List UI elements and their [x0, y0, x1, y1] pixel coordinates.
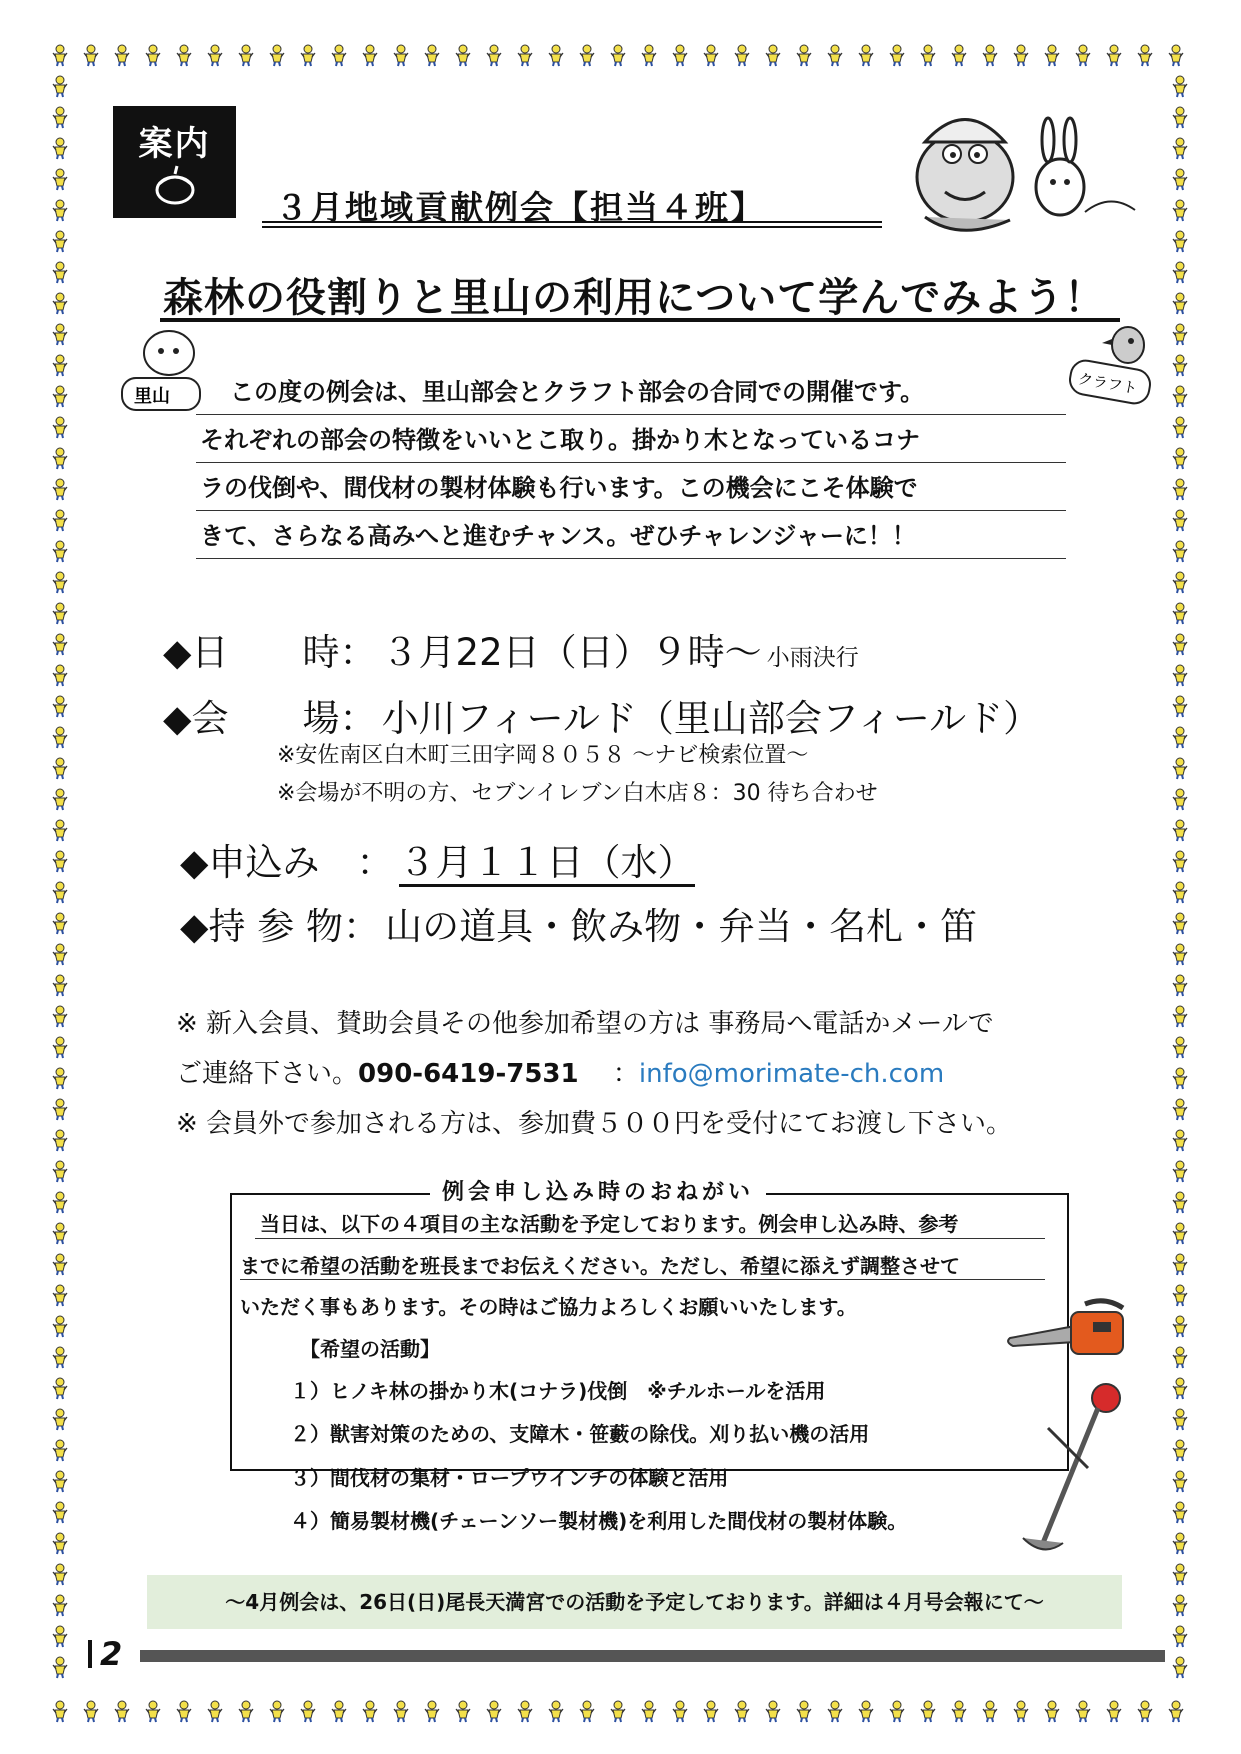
border-figure: [84, 45, 98, 66]
border-figure: [1173, 1347, 1187, 1368]
headline: 森林の役割りと里山の利用について学んでみよう！: [163, 275, 1106, 321]
border-figure: [673, 45, 687, 66]
border-figure: [332, 1701, 346, 1722]
border-figure: [1173, 1161, 1187, 1182]
border-figure: [53, 1316, 67, 1337]
border-figure: [53, 76, 67, 97]
apply-row: [180, 832, 695, 886]
border-figure: [952, 1701, 966, 1722]
border-figure: [53, 1533, 67, 1554]
border-figure: [332, 45, 346, 66]
border-figure: [53, 1564, 67, 1585]
activity-item: ２）獣害対策のための、支障木・笹藪の除伐。刈り払い機の活用: [290, 1422, 870, 1446]
border-figure: [766, 1701, 780, 1722]
border-figure: [1173, 1409, 1187, 1430]
border-figure: [921, 45, 935, 66]
border-figure: [642, 45, 656, 66]
border-figure: [146, 1701, 160, 1722]
venue-row: [163, 688, 1040, 742]
border-figure: [1173, 1657, 1187, 1678]
border-figure: [1173, 1192, 1187, 1213]
border-figure: [1173, 913, 1187, 934]
border-figure: [1173, 262, 1187, 283]
border-figure: [1173, 1006, 1187, 1027]
next-meeting-note: 〜4月例会は、26日(日)尾長天満宮での活動を予定しております。詳細は４月号会報にて〜: [147, 1575, 1122, 1629]
activity-item: １）ヒノキ林の掛かり木(コナラ)伐倒 ※チルホールを活用: [290, 1379, 826, 1403]
border-figure: [53, 758, 67, 779]
border-figure: [1173, 541, 1187, 562]
border-figure: [53, 1657, 67, 1678]
intro-line: この度の例会は、里山部会とクラフト部会の合同での開催です。: [230, 378, 925, 406]
border-figure: [859, 1701, 873, 1722]
border-figure: [580, 1701, 594, 1722]
border-figure: [1173, 1037, 1187, 1058]
border-figure: [53, 603, 67, 624]
contact-line-1: ※ 新入会員、賛助会員その他参加希望の方は 事務局へ電話かメールで: [176, 1009, 994, 1039]
border-figure: [53, 386, 67, 407]
border-figure: [1173, 1130, 1187, 1151]
border-figure: [53, 138, 67, 159]
border-figure: [53, 1701, 67, 1722]
border-figure: [394, 45, 408, 66]
activity-item: ３）間伐材の集材・ロープウインチの体験と活用: [290, 1466, 729, 1490]
border-figure: [53, 417, 67, 438]
border-figure: [394, 1701, 408, 1722]
venue-value: 小川フィールド（里山部会フィールド）: [381, 697, 1041, 740]
border-figure: [53, 696, 67, 717]
border-figure: [549, 1701, 563, 1722]
border-figure: [1173, 696, 1187, 717]
border-figure: [1045, 45, 1059, 66]
border-figure: [735, 1701, 749, 1722]
intro-line: きて、さらなる高みへと進むチャンス。ぜひチャレンジャーに！！: [200, 522, 916, 550]
border-figure: [1173, 572, 1187, 593]
venue-address-note: ※安佐南区白木町三田字岡８０５８ 〜ナビ検索位置〜: [277, 743, 809, 768]
border-figure: [53, 665, 67, 686]
border-figure: [1173, 1471, 1187, 1492]
border-figure: [1173, 76, 1187, 97]
border-figure: [1173, 603, 1187, 624]
border-figure: [1173, 1254, 1187, 1275]
border-figure: [53, 1161, 67, 1182]
border-figure: [890, 45, 904, 66]
intro-rule: [196, 414, 1066, 415]
border-figure: [1173, 851, 1187, 872]
border-figure: [53, 1223, 67, 1244]
contact-separator: ：: [612, 1059, 639, 1089]
border-figure: [53, 324, 67, 345]
border-figure: [1173, 1595, 1187, 1616]
border-figure: [1173, 1316, 1187, 1337]
border-figure: [456, 1701, 470, 1722]
bring-row: [180, 896, 977, 950]
border-figure: [1173, 1285, 1187, 1306]
phone-number: 090-6419-7531: [358, 1059, 579, 1089]
chainsaw-icon: [1005, 1296, 1135, 1368]
border-figure: [53, 262, 67, 283]
border-figure: [797, 45, 811, 66]
border-figure: [983, 45, 997, 66]
border-figure: [1173, 293, 1187, 314]
border-figure: [797, 1701, 811, 1722]
border-figure: [828, 45, 842, 66]
activity-item: ４）簡易製材機(チェーンソー製材機)を利用した間伐材の製材体験。: [290, 1509, 908, 1533]
border-figure: [53, 944, 67, 965]
border-figure: [1173, 882, 1187, 903]
border-figure: [1173, 1223, 1187, 1244]
border-figure: [53, 789, 67, 810]
border-figure: [53, 1347, 67, 1368]
border-figure: [363, 45, 377, 66]
border-figure: [1169, 1701, 1183, 1722]
border-figure: [1173, 665, 1187, 686]
border-figure: [301, 1701, 315, 1722]
border-figure: [115, 45, 129, 66]
border-figure: [53, 231, 67, 252]
border-figure: [53, 1595, 67, 1616]
page-footer-bar: [140, 1650, 1165, 1662]
intro-line: それぞれの部会の特徴をいいとこ取り。掛かり木となっているコナ: [200, 426, 920, 454]
border-figure: [1173, 386, 1187, 407]
border-figure: [1173, 479, 1187, 500]
border-figure: [1173, 231, 1187, 252]
intro-rule: [196, 510, 1066, 511]
border-figure: [1173, 1378, 1187, 1399]
border-figure: [1138, 45, 1152, 66]
date-label: ◆日 時：: [163, 631, 377, 674]
title-underline: [262, 221, 882, 228]
craft-mascot-illustration: [1068, 317, 1158, 412]
border-figure: [890, 1701, 904, 1722]
border-figure: [53, 1471, 67, 1492]
border-figure: [1173, 510, 1187, 531]
border-figure: [53, 1502, 67, 1523]
border-figure: [1173, 1502, 1187, 1523]
request-line: までに希望の活動を班長までお伝えください。ただし、希望に添えず調整させて: [240, 1254, 960, 1278]
border-figure: [1173, 1533, 1187, 1554]
border-figure: [828, 1701, 842, 1722]
intro-rule: [196, 558, 1066, 559]
border-figure: [53, 913, 67, 934]
date-value: ３月22日（日）９時〜: [381, 631, 762, 674]
border-figure: [177, 1701, 191, 1722]
border-figure: [673, 1701, 687, 1722]
badge-label: 案内: [138, 124, 211, 164]
venue-label: ◆会 場：: [163, 697, 377, 740]
border-figure: [704, 1701, 718, 1722]
border-figure: [363, 1701, 377, 1722]
border-figure: [53, 510, 67, 531]
page-marker: [88, 1640, 92, 1668]
border-figure: [1173, 138, 1187, 159]
border-figure: [1173, 107, 1187, 128]
border-figure: [1173, 758, 1187, 779]
border-figure: [766, 45, 780, 66]
border-figure: [1014, 1701, 1028, 1722]
border-figure: [1173, 1564, 1187, 1585]
border-figure: [1014, 45, 1028, 66]
border-figure: [456, 45, 470, 66]
headline-underline: [160, 318, 1120, 322]
border-figure: [1173, 448, 1187, 469]
border-figure: [53, 727, 67, 748]
border-figure: [53, 1099, 67, 1120]
border-figure: [53, 882, 67, 903]
border-figure: [1173, 1440, 1187, 1461]
border-figure: [518, 45, 532, 66]
contact-prefix: ご連絡下さい。: [176, 1059, 359, 1089]
apply-label: ◆申込み ：: [180, 841, 394, 884]
border-figure: [983, 1701, 997, 1722]
craft-tag: クラフト: [1076, 369, 1139, 398]
border-figure: [580, 45, 594, 66]
border-figure: [53, 355, 67, 376]
border-figure: [1169, 45, 1183, 66]
border-figure: [53, 200, 67, 221]
border-figure: [53, 293, 67, 314]
border-figure: [239, 45, 253, 66]
border-figure: [1173, 727, 1187, 748]
border-figure: [53, 1285, 67, 1306]
border-figure: [425, 45, 439, 66]
border-figure: [53, 820, 67, 841]
border-figure: [270, 1701, 284, 1722]
brush-cutter-icon: [1018, 1378, 1133, 1563]
border-figure: [53, 1037, 67, 1058]
apply-deadline: ３月１１日（水）: [399, 841, 695, 887]
border-figure: [518, 1701, 532, 1722]
border-figure: [487, 1701, 501, 1722]
border-figure: [53, 975, 67, 996]
border-figure: [53, 1254, 67, 1275]
border-figure: [1138, 1701, 1152, 1722]
border-figure: [1173, 634, 1187, 655]
border-figure: [1076, 1701, 1090, 1722]
border-figure: [859, 45, 873, 66]
border-figure: [1045, 1701, 1059, 1722]
intro-line: ラの伐倒や、間伐材の製材体験も行います。この機会にこそ体験で: [200, 474, 918, 502]
border-figure: [53, 1440, 67, 1461]
border-figure: [1173, 789, 1187, 810]
contact-line-2: [176, 1053, 944, 1090]
page-number: 2: [100, 1635, 123, 1673]
border-figure: [53, 45, 67, 66]
border-figure: [53, 479, 67, 500]
border-figure: [1107, 1701, 1121, 1722]
border-figure: [952, 45, 966, 66]
border-figure: [1173, 1626, 1187, 1647]
bring-label: ◆持 参 物：: [180, 905, 380, 948]
border-figure: [208, 45, 222, 66]
border-figure: [53, 851, 67, 872]
border-figure: [53, 541, 67, 562]
request-line: いただく事もあります。その時はご協力よろしくお願いいたします。: [240, 1295, 857, 1319]
date-note: 小雨決行: [766, 645, 859, 671]
border-figure: [611, 45, 625, 66]
border-figure: [549, 45, 563, 66]
border-figure: [642, 1701, 656, 1722]
border-figure: [487, 45, 501, 66]
border-figure: [704, 45, 718, 66]
border-figure: [1173, 169, 1187, 190]
satoyama-mascot-illustration: [114, 323, 214, 418]
border-figure: [208, 1701, 222, 1722]
border-figure: [1173, 975, 1187, 996]
border-figure: [735, 45, 749, 66]
request-title: 例会申し込み時のおねがい: [430, 1175, 766, 1206]
border-figure: [1173, 417, 1187, 438]
border-figure: [239, 1701, 253, 1722]
activities-heading: 【希望の活動】: [300, 1337, 440, 1361]
request-line: 当日は、以下の４項目の主な活動を予定しております。例会申し込み時、参考: [260, 1212, 959, 1236]
border-figure: [115, 1701, 129, 1722]
request-rule: [240, 1279, 1045, 1280]
border-figure: [53, 169, 67, 190]
border-figure: [1173, 1068, 1187, 1089]
border-figure: [53, 572, 67, 593]
border-figure: [1173, 355, 1187, 376]
border-figure: [146, 45, 160, 66]
border-figure: [177, 45, 191, 66]
border-figure: [53, 107, 67, 128]
border-figure: [53, 634, 67, 655]
border-figure: [301, 45, 315, 66]
mascot-illustration: [890, 92, 1140, 242]
border-figure: [53, 1192, 67, 1213]
email-link[interactable]: info@morimate-ch.com: [638, 1059, 945, 1089]
border-figure: [53, 1130, 67, 1151]
border-figure: [270, 45, 284, 66]
satoyama-tag: 里山: [134, 386, 170, 407]
border-figure: [1107, 45, 1121, 66]
border-figure: [425, 1701, 439, 1722]
border-figure: [53, 1409, 67, 1430]
bring-value: 山の道具・飲み物・弁当・名札・笛: [385, 905, 978, 948]
border-figure: [611, 1701, 625, 1722]
border-figure: [1173, 200, 1187, 221]
acorn-icon: [151, 162, 199, 206]
border-figure: [1173, 820, 1187, 841]
guide-badge: [113, 106, 236, 218]
border-figure: [1173, 944, 1187, 965]
border-figure: [53, 448, 67, 469]
contact-line-3: ※ 会員外で参加される方は、参加費５００円を受付にてお渡し下さい。: [176, 1109, 1013, 1139]
border-figure: [53, 1068, 67, 1089]
border-figure: [921, 1701, 935, 1722]
border-figure: [53, 1626, 67, 1647]
border-figure: [53, 1006, 67, 1027]
intro-rule: [196, 462, 1066, 463]
border-figure: [84, 1701, 98, 1722]
border-figure: [1076, 45, 1090, 66]
page-title: ３月地域貢献例会【担当４班】: [275, 188, 765, 227]
border-figure: [1173, 1099, 1187, 1120]
venue-meeting-note: ※会場が不明の方、セブンイレブン白木店８：30 待ち合わせ: [277, 781, 878, 806]
border-figure: [1173, 324, 1187, 345]
request-rule: [255, 1238, 1045, 1239]
date-row: [163, 622, 859, 676]
border-figure: [53, 1378, 67, 1399]
